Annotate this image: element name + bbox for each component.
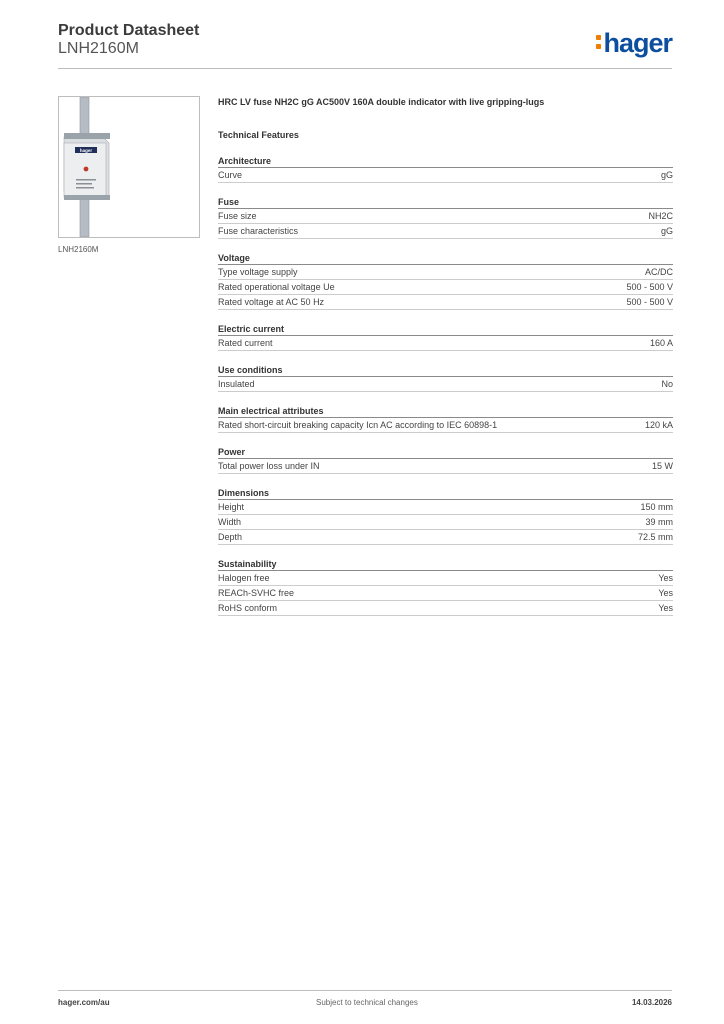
datasheet-content — [218, 96, 673, 616]
spec-row — [218, 500, 673, 515]
product-description: HRC LV fuse NH2C gG AC500V 160A double indicator with live gripping-lugs — [218, 97, 545, 107]
spec-label: Fuse characteristics — [218, 226, 299, 236]
spec-row — [218, 586, 673, 601]
section-fuse — [218, 197, 673, 239]
spec-value: 72.5 mm — [637, 532, 673, 542]
spec-value: gG — [660, 226, 673, 236]
section-sustainability — [218, 559, 673, 616]
spec-label: Curve — [218, 170, 243, 180]
spec-value: Yes — [658, 573, 673, 583]
spec-label: Rated short-circuit breaking capacity Icn AC according to IEC 60898-1 — [218, 420, 498, 430]
header-divider — [58, 68, 672, 69]
section-dimensions — [218, 488, 673, 545]
spec-value: NH2C — [648, 211, 673, 221]
spec-row — [218, 601, 673, 616]
spec-row — [218, 530, 673, 545]
spec-value: 15 W — [651, 461, 673, 471]
footer-divider — [58, 990, 672, 991]
spec-label: Halogen free — [218, 573, 270, 583]
spec-row — [218, 418, 673, 433]
spec-value: 500 - 500 V — [626, 297, 673, 307]
logo-text: hager — [603, 28, 672, 58]
footer-website[interactable]: hager.com/au — [58, 998, 110, 1007]
spec-value: 39 mm — [645, 517, 673, 527]
spec-value: No — [661, 379, 673, 389]
logo-dots-icon — [596, 32, 602, 52]
section-architecture — [218, 156, 673, 183]
spec-value: 160 A — [649, 338, 673, 348]
section-title: Dimensions — [218, 488, 673, 500]
section-title: Use conditions — [218, 365, 673, 377]
product-image — [58, 96, 200, 238]
fuse-label-text: hager — [79, 148, 93, 153]
spec-value: 120 kA — [644, 420, 673, 430]
spec-row — [218, 280, 673, 295]
page-header — [58, 20, 672, 70]
feature-sections — [218, 156, 673, 616]
section-title: Electric current — [218, 324, 673, 336]
fuse-image — [59, 97, 199, 237]
hager-logo — [596, 28, 672, 58]
footer-notice: Subject to technical changes — [316, 998, 418, 1007]
fuse-indicator-icon — [84, 167, 89, 172]
product-code: LNH2160M — [58, 40, 139, 57]
spec-row — [218, 224, 673, 239]
spec-label: RoHS conform — [218, 603, 278, 613]
spec-label: Total power loss under IN — [218, 461, 320, 471]
spec-value: Yes — [658, 603, 673, 613]
spec-label: Fuse size — [218, 211, 257, 221]
section-title: Voltage — [218, 253, 673, 265]
spec-label: REACh-SVHC free — [218, 588, 295, 598]
spec-label: Height — [218, 502, 245, 512]
spec-value: Yes — [658, 588, 673, 598]
spec-row — [218, 571, 673, 586]
spec-value: gG — [660, 170, 673, 180]
spec-row — [218, 265, 673, 280]
spec-row — [218, 168, 673, 183]
spec-row — [218, 459, 673, 474]
section-title: Main electrical attributes — [218, 406, 673, 418]
footer-date: 14.03.2026 — [631, 998, 672, 1007]
section-electric-current — [218, 324, 673, 351]
section-main-electrical-attributes — [218, 406, 673, 433]
spec-label: Depth — [218, 532, 243, 542]
spec-row — [218, 377, 673, 392]
spec-row — [218, 295, 673, 310]
spec-value: 150 mm — [640, 502, 673, 512]
page-title: Product Datasheet — [58, 22, 200, 39]
image-caption: LNH2160M — [58, 245, 99, 254]
spec-row — [218, 515, 673, 530]
spec-label: Rated operational voltage Ue — [218, 282, 335, 292]
spec-label: Width — [218, 517, 242, 527]
section-use-conditions — [218, 365, 673, 392]
section-voltage — [218, 253, 673, 310]
spec-label: Insulated — [218, 379, 255, 389]
spec-value: 500 - 500 V — [626, 282, 673, 292]
spec-label: Type voltage supply — [218, 267, 298, 277]
section-title: Power — [218, 447, 673, 459]
technical-features-heading: Technical Features — [218, 130, 299, 140]
section-title: Architecture — [218, 156, 673, 168]
spec-value: AC/DC — [644, 267, 673, 277]
spec-label: Rated voltage at AC 50 Hz — [218, 297, 325, 307]
section-title: Sustainability — [218, 559, 673, 571]
spec-row — [218, 336, 673, 351]
spec-row — [218, 209, 673, 224]
spec-label: Rated current — [218, 338, 273, 348]
section-title: Fuse — [218, 197, 673, 209]
section-power — [218, 447, 673, 474]
